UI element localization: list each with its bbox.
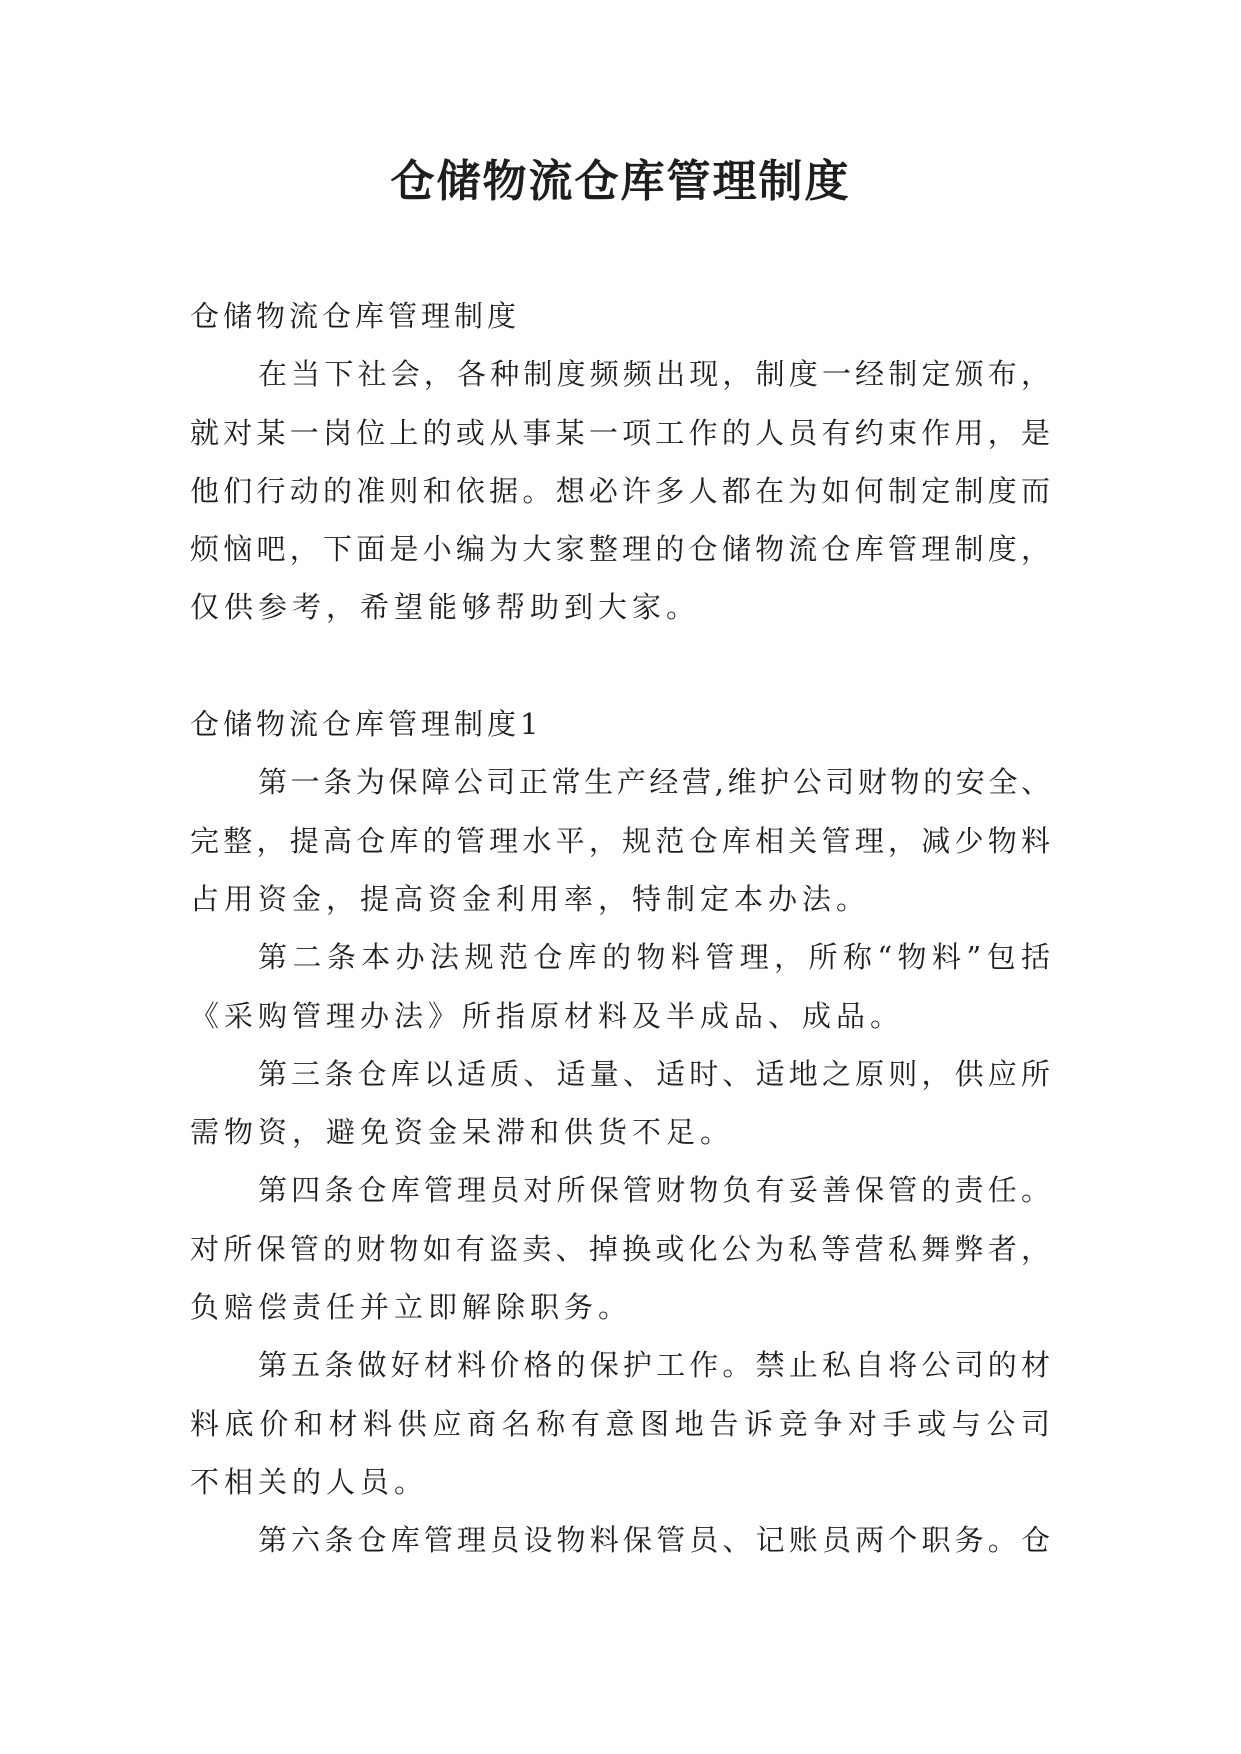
paragraph-line: 不相关的人员。 — [190, 1464, 429, 1499]
paragraph-line: 在当下社会，各种制度频频出现，制度一经制定颁布， — [258, 357, 1052, 392]
paragraph-line: 就对某一岗位上的或从事某一项工作的人员有约束作用，是 — [190, 415, 1052, 450]
intro-paragraph — [190, 345, 1052, 636]
paragraph-line: 他们行动的准则和依据。想必许多人都在为如何制定制度而 — [190, 473, 1052, 508]
paragraph-line: 第四条仓库管理员对所保管财物负有妥善保管的责任。 — [258, 1173, 1052, 1208]
paragraph-line: 《采购管理办法》所指原材料及半成品、成品。 — [190, 998, 905, 1033]
section-heading: 仓储物流仓库管理制度1 — [190, 707, 543, 742]
paragraph-line: 第五条做好材料价格的保护工作。禁止私自将公司的材 — [258, 1348, 1052, 1383]
paragraph-line: 第二条本办法规范仓库的物料管理，所称“物料”包括 — [258, 940, 1052, 975]
blank-line — [190, 637, 1052, 695]
paragraph-line: 第六条仓库管理员设物料保管员、记账员两个职务。仓 — [258, 1523, 1052, 1558]
paragraph-line: 仅供参考，希望能够帮助到大家。 — [190, 590, 701, 625]
article-4 — [190, 1161, 1052, 1336]
subtitle-heading: 仓储物流仓库管理制度 — [190, 299, 521, 333]
paragraph-line: 负赔偿责任并立即解除职务。 — [190, 1290, 633, 1325]
article-2 — [190, 928, 1052, 1045]
article-6 — [190, 1511, 1052, 1569]
document-title: 仓储物流仓库管理制度 — [390, 156, 851, 207]
article-5 — [190, 1336, 1052, 1511]
paragraph-line: 对所保管的财物如有盗卖、掉换或化公为私等营私舞弊者， — [190, 1231, 1052, 1266]
article-3 — [190, 1045, 1052, 1162]
paragraph-line: 烦恼吧，下面是小编为大家整理的仓储物流仓库管理制度， — [190, 532, 1052, 567]
paragraph-line: 占用资金，提高资金利用率，特制定本办法。 — [190, 881, 871, 916]
document-body — [190, 287, 1052, 1570]
paragraph-line: 第三条仓库以适质、适量、适时、适地之原则，供应所 — [258, 1056, 1052, 1091]
paragraph-line: 料底价和材料供应商名称有意图地告诉竞争对手或与公司 — [190, 1406, 1052, 1441]
paragraph-line: 完整，提高仓库的管理水平，规范仓库相关管理，减少物料 — [190, 823, 1052, 858]
paragraph-line: 第一条为保障公司正常生产经营,维护公司财物的安全、 — [258, 765, 1052, 800]
article-1 — [190, 753, 1052, 928]
paragraph-line: 需物资，避免资金呆滞和供货不足。 — [190, 1115, 735, 1150]
